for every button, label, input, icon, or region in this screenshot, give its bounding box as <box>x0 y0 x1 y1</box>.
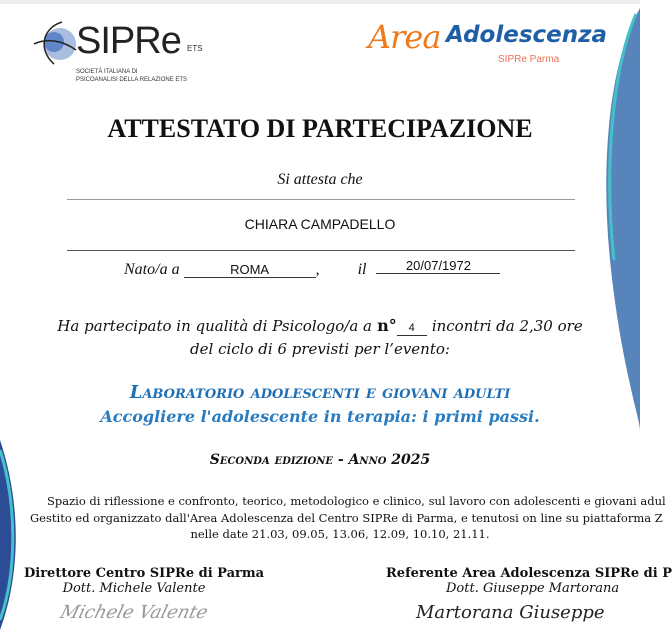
area-adolescenza-logo <box>368 18 618 73</box>
divider <box>67 199 575 200</box>
left-signature: Michele Valente <box>57 602 211 623</box>
logo-area: Area <box>368 18 441 56</box>
signature-left <box>24 566 265 623</box>
sipre-tagline-2: PSICOANALISI DELLA RELAZIONE ETS <box>76 77 188 83</box>
n-label: n° <box>377 316 397 335</box>
sipre-ets: ETS <box>187 44 203 53</box>
event-subtitle: Accogliere l'adolescente in terapia: i primi passi. <box>100 407 540 426</box>
sipre-logo-mark <box>32 20 78 68</box>
sipre-logo <box>30 14 230 84</box>
birth-line: Nato/a a ROMA , il 20/07/1972 <box>124 261 500 279</box>
right-role: Referente Area Adolescenza SIPRe di P <box>386 566 672 581</box>
description-2: Gestito ed organizzato dall'Area Adolescenza del Centro SIPRe di Parma, e tenutosi on line su piattaforma Z <box>30 511 663 525</box>
participation-text: Ha partecipato in qualità di Psicologo/a a <box>57 317 372 335</box>
participation-text-2: incontri da 2,30 ore <box>431 317 583 335</box>
birth-date: 20/07/1972 <box>376 259 500 274</box>
participation-line <box>0 316 640 336</box>
birth-place: ROMA <box>184 263 316 278</box>
divider <box>67 250 575 251</box>
description-3: nelle date 21.03, 09.05, 13.06, 12.09, 10.10, 21.11. <box>190 527 490 541</box>
edition: Seconda edizione - Anno 2025 <box>209 452 431 468</box>
born-label: Nato/a a <box>124 261 180 278</box>
sipre-tagline-1: SOCIETÀ ITALIANA DI <box>76 69 138 75</box>
logo-sub: SIPRe Parma <box>498 54 560 65</box>
meetings-count: 4 <box>397 321 427 336</box>
certificate-title: ATTESTATO DI PARTECIPAZIONE <box>107 114 533 143</box>
event-title: Laboratorio adolescenti e giovani adulti <box>129 382 511 403</box>
right-signature: Martorana Giuseppe <box>416 602 605 623</box>
description-1: Spazio di riflessione e confronto, teorico, metodologico e clinico, sul lavoro con adolescenti e giovani adul <box>47 494 666 508</box>
recipient-name: CHIARA CAMPADELLO <box>244 216 396 232</box>
cycle-text: del ciclo di 6 previsti per l’evento: <box>190 340 450 358</box>
right-name: Dott. Giuseppe Martorana <box>446 581 620 596</box>
attesta-label: Si attesta che <box>277 171 363 188</box>
signature-right <box>386 566 672 623</box>
sipre-wordmark: SIPRe <box>76 20 181 62</box>
date-label: il <box>357 261 367 278</box>
logo-adolescenza: Adolescenza <box>446 22 608 48</box>
left-name: Dott. Michele Valente <box>62 581 206 596</box>
left-role: Direttore Centro SIPRe di Parma <box>24 566 265 581</box>
